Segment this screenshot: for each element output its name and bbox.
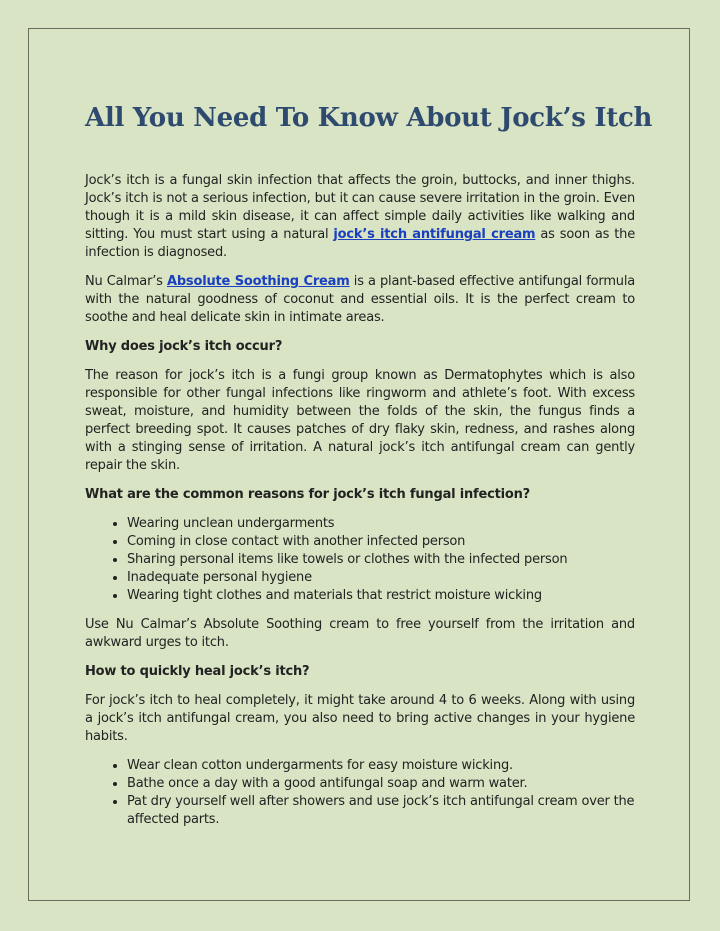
why-paragraph: The reason for jock’s itch is a fungi group known as Dermatophytes which is also responsible for other fungal infections like ringworm and athlete’s foot. With excess sweat, moisture, and humidity between the folds of the skin, the fungus finds a perfect breeding spot. It causes patches of dry flaky skin, redness, and rashes along with a stinging sense of irritation. A natural jock’s itch antifungal cream can gently repair the skin. <box>85 368 635 473</box>
product-text-after-link: is a plant-based effective antifungal formula with the natural goodness of coconut and essential oils. It is the perfect cream to soothe and heal delicate skin in intimate areas. <box>85 274 635 325</box>
absolute-soothing-cream-link[interactable]: Absolute Soothing Cream <box>166 274 350 289</box>
reasons-heading: What are the common reasons for jock’s itch fungal infection? <box>85 487 531 502</box>
intro-text-before-link: Jock’s itch is a fungal skin infection that affects the groin, buttocks, and inner thighs. Jock’s itch is not a serious infection, but it can cause severe irritation in the groin. Even though it is a mild skin disease, it can affect simple daily activities like walking and sitting. You must start using a natural <box>85 173 635 242</box>
list-item: • Wear clean cotton undergarments for easy moisture wicking. <box>127 757 635 775</box>
list-item: • Inadequate personal hygiene <box>127 569 635 587</box>
list-item: • Bathe once a day with a good antifungal soap and warm water. <box>127 775 635 793</box>
reasons-list <box>85 515 635 605</box>
list-item: • Sharing personal items like towels or clothes with the infected person <box>127 551 635 569</box>
list-item: • Coming in close contact with another infected person <box>127 533 635 551</box>
intro-text-after-link: as soon as the infection is diagnosed. <box>85 227 635 260</box>
product-paragraph <box>85 273 635 327</box>
article <box>85 98 653 840</box>
reasons-closing-paragraph: Use Nu Calmar’s Absolute Soothing cream to free yourself from the irritation and awkward urges to itch. <box>85 617 635 650</box>
heal-paragraph: For jock’s itch to heal completely, it might take around 4 to 6 weeks. Along with using a jock’s itch antifungal cream, you also need to bring active changes in your hygiene habits. <box>85 693 635 744</box>
intro-paragraph <box>85 172 635 262</box>
why-heading: Why does jock’s itch occur? <box>85 339 283 354</box>
heal-heading: How to quickly heal jock’s itch? <box>85 664 310 679</box>
page-title: All You Need To Know About Jock’s Itch <box>85 103 653 133</box>
list-item: • Pat dry yourself well after showers and use jock’s itch antifungal cream over the affected parts. <box>127 793 635 829</box>
list-item: • Wearing tight clothes and materials that restrict moisture wicking <box>127 587 635 605</box>
heal-list <box>85 757 635 829</box>
antifungal-cream-link[interactable]: jock’s itch antifungal cream <box>333 227 536 242</box>
product-text-before-link: Nu Calmar’s <box>85 274 167 289</box>
list-item: • Wearing unclean undergarments <box>127 515 635 533</box>
